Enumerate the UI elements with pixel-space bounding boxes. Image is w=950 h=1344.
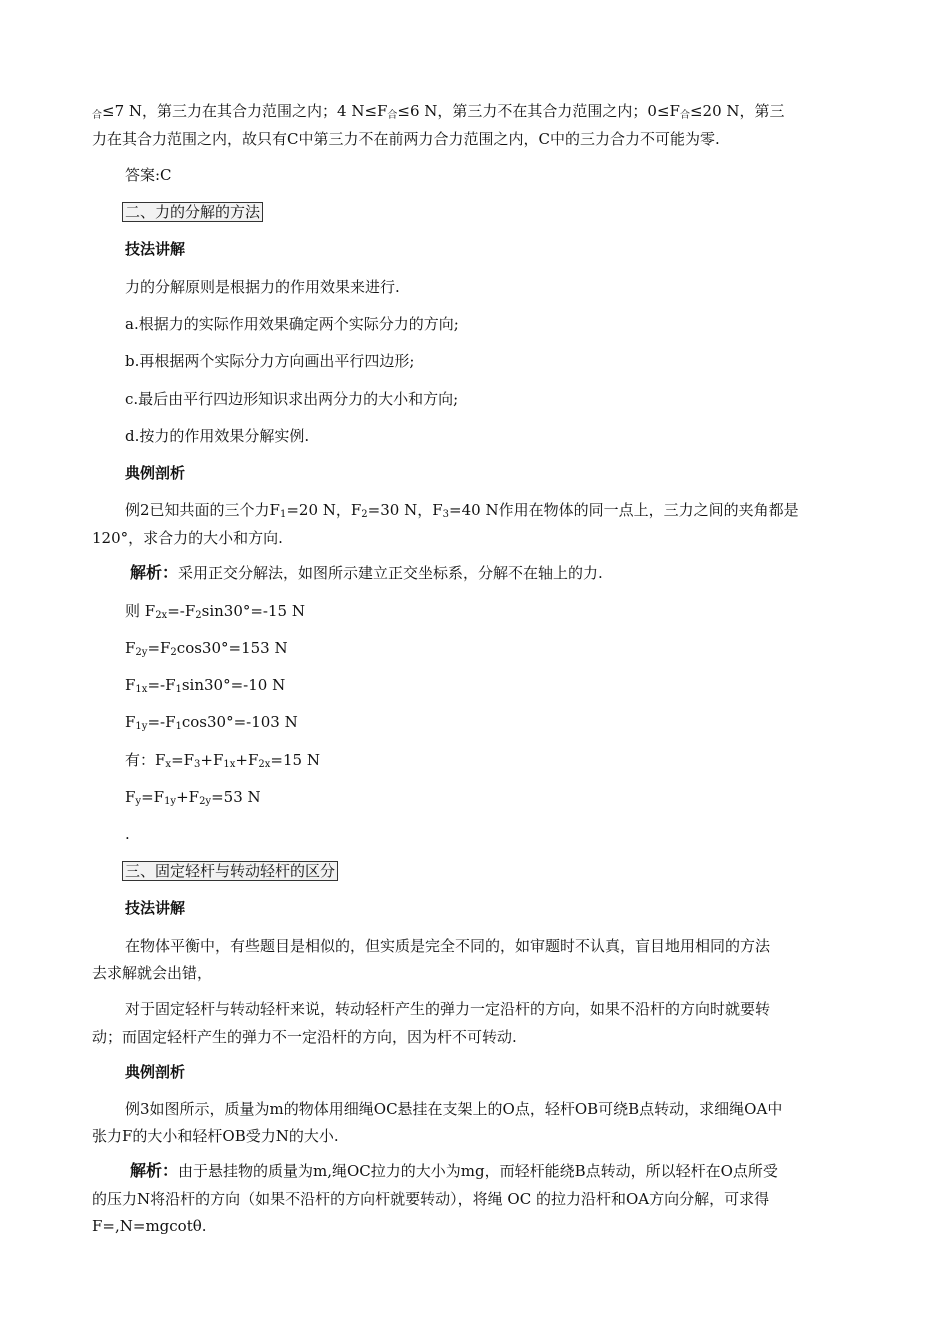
answer-text: 答案:C bbox=[125, 166, 172, 184]
example-3-line: 张力F的大小和轻杆OB受力N的大小. bbox=[92, 1127, 339, 1145]
example-heading: 典例剖析 bbox=[125, 464, 186, 482]
text-line: 在物体平衡中，有些题目是相似的，但实质是完全不同的，如审题时不认真，盲目地用相同的方法 bbox=[125, 937, 771, 955]
method-heading: 技法讲解 bbox=[125, 899, 186, 917]
solution-line: F=,N=mgcotθ. bbox=[92, 1217, 207, 1235]
text-line: 对于固定轻杆与转动轻杆来说，转动轻杆产生的弹力一定沿杆的方向，如果不沿杆的方向时就要转 bbox=[125, 1000, 771, 1018]
section-title: 三、固定轻杆与转动轻杆的区分 bbox=[122, 861, 338, 881]
solution-line: 解析：由于悬挂物的质量为m,绳OC拉力的大小为mg，而轻杆能绕B点转动，所以轻杆在O点所受 bbox=[130, 1161, 778, 1180]
step-item: b.再根据两个实际分力方向画出平行四边形; bbox=[125, 352, 415, 370]
text-line: 力在其合力范围之内，故只有C中第三力不在前两力合力范围之内，C中的三力合力不可能为零. bbox=[92, 130, 720, 148]
section-title: 二、力的分解的方法 bbox=[122, 202, 263, 222]
equation: 则 $F_{2x}=-F_2\sin 30^\circ=-15$ N bbox=[125, 602, 305, 621]
example-2-line: 例2已知共面的三个力$F_1=20$ N，$F_2=30$ N，$F_3=40$ N作用在物体的同一点上，三力之间的夹角都是 bbox=[125, 501, 799, 520]
principle-text: 力的分解原则是根据力的作用效果来进行. bbox=[125, 278, 400, 296]
example-3-line: 例3如图所示，质量为m的物体用细绳OC悬挂在支架上的O点，轻杆OB可绕B点转动，求细绳OA中 bbox=[125, 1100, 783, 1118]
text-line: 去求解就会出错， bbox=[92, 964, 213, 982]
equation: $F_{1y}=-F_1\cos 30^\circ=-103$ N bbox=[125, 713, 298, 732]
step-item: d.按力的作用效果分解实例. bbox=[125, 427, 310, 445]
solution-line: 解析：采用正交分解法，如图所示建立正交坐标系，分解不在轴上的力. bbox=[130, 563, 603, 582]
equation: $F_y=F_{1y}+F_{2y}=53$ N bbox=[125, 788, 261, 807]
method-heading: 技法讲解 bbox=[125, 240, 186, 258]
equation: $F_{2y}=F_2\cos 30^\circ=153$ N bbox=[125, 639, 288, 658]
example-2-line: 120°，求合力的大小和方向. bbox=[92, 529, 283, 547]
example-heading: 典例剖析 bbox=[125, 1063, 186, 1081]
step-item: c.最后由平行四边形知识求出两分力的大小和方向; bbox=[125, 390, 459, 408]
text-line: 动；而固定轻杆产生的弹力不一定沿杆的方向，因为杆不可转动. bbox=[92, 1028, 517, 1046]
step-item: a.根据力的实际作用效果确定两个实际分力的方向; bbox=[125, 315, 459, 333]
equation: 有：$F_x=F_3+F_{1x}+F_{2x}=15$ N bbox=[125, 751, 320, 770]
solution-line: 的压力N将沿杆的方向（如果不沿杆的方向杆就要转动），将绳 OC 的拉力沿杆和OA方向分解，可求得 bbox=[92, 1190, 770, 1208]
text-line: $_合$≤7 N，第三力在其合力范围之内；4 $N\le F_合\le 6$ N，第三力不在其合力范围之内；$0\le F_合\le 20$ N，第三 bbox=[92, 102, 785, 121]
equation: $F_{1x}=-F_1\sin 30^\circ=-10$ N bbox=[125, 676, 286, 695]
stray-dot: . bbox=[125, 825, 130, 843]
